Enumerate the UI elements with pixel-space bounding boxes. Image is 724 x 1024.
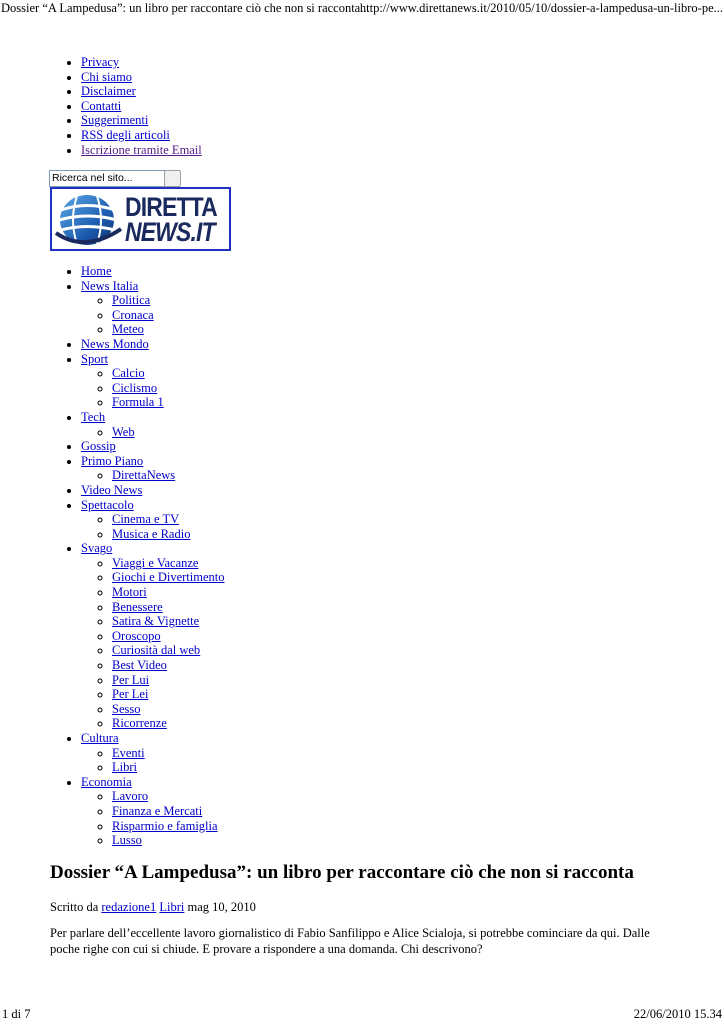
nav-link-news-italia[interactable]: News Italia <box>81 278 139 293</box>
byline-prefix: Scritto da <box>50 900 99 914</box>
top-link-item <box>81 55 202 70</box>
nav-link-primo-piano[interactable]: Primo Piano <box>81 453 144 468</box>
nav-link-direttanews[interactable]: DirettaNews <box>112 468 176 483</box>
search-input[interactable] <box>49 170 165 187</box>
nav-link-libri[interactable]: Libri <box>112 760 137 775</box>
submenu-economia <box>81 789 224 847</box>
article-byline <box>50 899 256 915</box>
nav-link-musica-radio[interactable]: Musica e Radio <box>112 526 191 541</box>
article-date: mag 10, 2010 <box>187 900 256 914</box>
print-header <box>0 0 724 16</box>
top-link-item <box>81 70 202 85</box>
submenu-item <box>112 658 224 673</box>
submenu-primo-piano <box>81 468 224 483</box>
submenu-tech <box>81 425 224 440</box>
nav-link-satira-vignette[interactable]: Satira & Vignette <box>112 614 200 629</box>
nav-link-giochi-divertimento[interactable]: Giochi e Divertimento <box>112 570 225 585</box>
nav-item-cultura <box>81 731 224 775</box>
nav-item-home <box>81 264 224 279</box>
nav-link-oroscopo[interactable]: Oroscopo <box>112 628 161 643</box>
top-links-list <box>0 55 202 157</box>
site-logo[interactable] <box>50 187 231 251</box>
submenu-item <box>112 643 224 658</box>
submenu-item <box>112 585 224 600</box>
nav-link-tech[interactable]: Tech <box>81 409 106 424</box>
nav-link-best-video[interactable]: Best Video <box>112 658 167 673</box>
nav-link-lusso[interactable]: Lusso <box>112 833 142 848</box>
nav-link-gossip[interactable]: Gossip <box>81 439 116 454</box>
submenu-item <box>112 789 224 804</box>
submenu-item <box>112 556 224 571</box>
submenu-spettacolo <box>81 512 224 541</box>
nav-item-svago <box>81 541 224 731</box>
top-link-item <box>81 99 202 114</box>
chi-siamo-link[interactable]: Chi siamo <box>81 69 133 84</box>
nav-link-meteo[interactable]: Meteo <box>112 322 144 337</box>
submenu-item <box>112 366 224 381</box>
nav-link-sport[interactable]: Sport <box>81 351 109 366</box>
print-page-title: Dossier “A Lampedusa”: un libro per raccontare ciò che non si racconta... <box>1 1 370 15</box>
nav-link-per-lui[interactable]: Per Lui <box>112 672 150 687</box>
nav-link-ricorrenze[interactable]: Ricorrenze <box>112 716 167 731</box>
submenu-item <box>112 687 224 702</box>
nav-link-formula-1[interactable]: Formula 1 <box>112 395 164 410</box>
submenu-item <box>112 746 224 761</box>
nav-link-video-news[interactable]: Video News <box>81 482 143 497</box>
nav-link-news-mondo[interactable]: News Mondo <box>81 336 149 351</box>
nav-link-politica[interactable]: Politica <box>112 293 151 308</box>
submenu-item <box>112 673 224 688</box>
submenu-item <box>112 600 224 615</box>
nav-item-news-italia <box>81 279 224 337</box>
nav-link-cronaca[interactable]: Cronaca <box>112 307 154 322</box>
logo-wordmark-line1: DIRETTA <box>125 192 217 222</box>
search-button[interactable] <box>164 170 181 187</box>
submenu-item <box>112 760 224 775</box>
submenu-item <box>112 395 224 410</box>
email-subscribe-link[interactable]: Iscrizione tramite Email <box>81 142 202 157</box>
submenu-sport <box>81 366 224 410</box>
nav-link-svago[interactable]: Svago <box>81 541 113 556</box>
top-link-item <box>81 84 202 99</box>
nav-link-risparmio-famiglia[interactable]: Risparmio e famiglia <box>112 818 218 833</box>
submenu-item <box>112 293 224 308</box>
rss-link[interactable]: RSS degli articoli <box>81 127 170 142</box>
nav-link-spettacolo[interactable]: Spettacolo <box>81 497 134 512</box>
submenu-item <box>112 512 224 527</box>
submenu-item <box>112 629 224 644</box>
nav-item-economia <box>81 775 224 848</box>
nav-link-cinema-tv[interactable]: Cinema e TV <box>112 512 180 527</box>
print-page-number: 1 di 7 <box>2 1007 31 1021</box>
top-link-item <box>81 128 202 143</box>
nav-link-calcio[interactable]: Calcio <box>112 366 145 381</box>
nav-item-primo-piano <box>81 454 224 483</box>
nav-link-home[interactable]: Home <box>81 264 112 278</box>
nav-item-news-mondo <box>81 337 224 352</box>
privacy-link[interactable]: Privacy <box>81 55 120 69</box>
article-title: Dossier “A Lampedusa”: un libro per raccontare ciò che non si racconta <box>50 862 634 883</box>
submenu-item <box>112 702 224 717</box>
submenu-news-italia <box>81 293 224 337</box>
nav-link-sesso[interactable]: Sesso <box>112 701 141 716</box>
submenu-svago <box>81 556 224 731</box>
nav-link-viaggi-vacanze[interactable]: Viaggi e Vacanze <box>112 555 199 570</box>
suggerimenti-link[interactable]: Suggerimenti <box>81 113 149 128</box>
print-page-url: http://www.direttanews.it/2010/05/10/dossier-a-lampedusa-un-libro-pe... <box>359 1 723 15</box>
article <box>50 862 670 956</box>
globe-logo-icon <box>55 193 123 247</box>
nav-link-economia[interactable]: Economia <box>81 774 132 789</box>
nav-link-web[interactable]: Web <box>112 424 135 439</box>
logo-wordmark-line2: NEWS.IT <box>125 217 215 247</box>
article-body: Per parlare dell’eccellente lavoro giornalistico di Fabio Sanfilippo e Alice Scialoja, si potrebbe cominciare da qui. Dalle poche righe con cui si chiude. E provare a rispondere a una domanda. Chi descrivono? <box>50 926 650 956</box>
nav-link-per-lei[interactable]: Per Lei <box>112 687 149 702</box>
author-link[interactable]: redazione1 <box>101 900 157 914</box>
nav-link-eventi[interactable]: Eventi <box>112 745 145 760</box>
top-link-item <box>81 143 202 158</box>
submenu-item <box>112 308 224 323</box>
submenu-item <box>112 468 224 483</box>
top-link-item <box>81 113 202 128</box>
submenu-item <box>112 819 224 834</box>
nav-item-sport <box>81 352 224 410</box>
nav-item-tech <box>81 410 224 439</box>
contatti-link[interactable]: Contatti <box>81 98 122 113</box>
submenu-item <box>112 322 224 337</box>
main-nav <box>0 264 224 848</box>
print-date: 22/06/2010 15.34 <box>633 1007 722 1021</box>
nav-link-lavoro[interactable]: Lavoro <box>112 789 149 804</box>
nav-link-cultura[interactable]: Cultura <box>81 731 119 745</box>
nav-link-finanza-mercati[interactable]: Finanza e Mercati <box>112 803 203 818</box>
nav-item-video-news <box>81 483 224 498</box>
nav-item-gossip <box>81 439 224 454</box>
nav-link-ciclismo[interactable]: Ciclismo <box>112 380 158 395</box>
submenu-item <box>112 527 224 542</box>
submenu-item <box>112 716 224 731</box>
nav-item-spettacolo <box>81 498 224 542</box>
disclaimer-link[interactable]: Disclaimer <box>81 84 136 99</box>
nav-link-benessere[interactable]: Benessere <box>112 599 163 614</box>
category-link[interactable]: Libri <box>159 900 185 914</box>
submenu-item <box>112 425 224 440</box>
nav-link-motori[interactable]: Motori <box>112 585 147 600</box>
submenu-item <box>112 804 224 819</box>
submenu-item <box>112 614 224 629</box>
nav-link-curiosita-web[interactable]: Curiosità dal web <box>112 643 201 658</box>
submenu-item <box>112 833 224 848</box>
submenu-item <box>112 381 224 396</box>
print-footer <box>0 1008 724 1024</box>
submenu-item <box>112 570 224 585</box>
submenu-cultura <box>81 746 224 775</box>
